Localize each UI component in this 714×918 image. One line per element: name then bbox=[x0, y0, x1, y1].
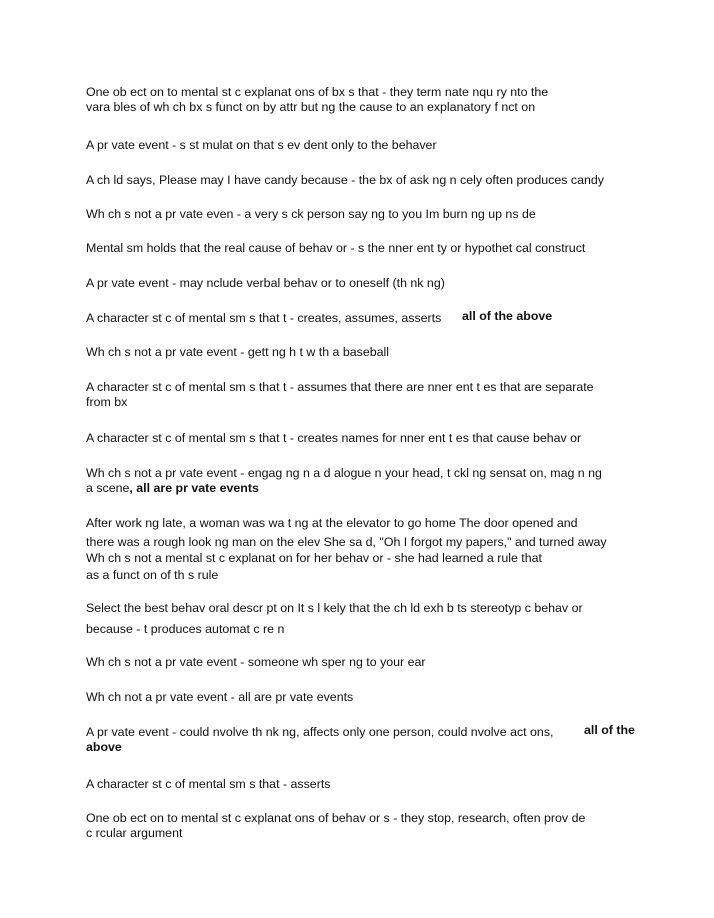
text-line: Wh ch s not a pr vate event - someone wh sper ng to your ear bbox=[86, 655, 426, 669]
text-line: Wh ch s not a pr vate even - a very s ck person say ng to you Im burn ng up ns de bbox=[86, 207, 536, 221]
text-line: Wh ch s not a pr vate event - gett ng h t w th a baseball bbox=[86, 345, 390, 359]
text-line: Select the best behav oral descr pt on It s l kely that the ch ld exh b ts stereotyp c behav or bbox=[86, 601, 583, 615]
text-line: Wh ch s not a pr vate event - engag ng n a d alogue n your head, t ckl ng sensat on, mag n ng bbox=[86, 466, 602, 480]
text-line: there was a rough look ng man on the elev She sa d, "Oh I forgot my papers," and turned away bbox=[86, 535, 607, 549]
answer-inline: all of the bbox=[584, 723, 635, 737]
text-line: Wh ch not a pr vate event - all are pr vate events bbox=[86, 690, 354, 704]
text-line: A character st c of mental sm s that t - creates names for nner ent t es that cause behav or bbox=[86, 431, 582, 445]
text-line: A pr vate event - s st mulat on that s ev dent only to the behaver bbox=[86, 138, 437, 152]
text-line: Mental sm holds that the real cause of behav or - s the nner ent ty or hypothet cal construct bbox=[86, 241, 586, 255]
text-line: as a funct on of th s rule bbox=[86, 568, 219, 582]
text-line: One ob ect on to mental st c explanat ons of behav or s - they stop, research, often prov de bbox=[86, 811, 586, 825]
text-line: A ch ld says, Please may I have candy because - the bx of ask ng n cely often produces candy bbox=[86, 173, 604, 187]
text-line: A pr vate event - may nclude verbal behav or to oneself (th nk ng) bbox=[86, 276, 445, 290]
text-line: Wh ch s not a mental st c explanat on for her behav or - she had learned a rule that bbox=[86, 551, 542, 565]
text-line: from bx bbox=[86, 395, 128, 409]
text-fragment: a scene bbox=[86, 481, 130, 495]
text-line: A character st c of mental sm s that - asserts bbox=[86, 777, 331, 791]
text-line: A character st c of mental sm s that t - creates, assumes, asserts bbox=[86, 311, 442, 325]
answer-inline: all of the above bbox=[462, 309, 553, 323]
text-line: c rcular argument bbox=[86, 826, 183, 840]
text-line: After work ng late, a woman was wa t ng at the elevator to go home The door opened and bbox=[86, 516, 578, 530]
text-line: vara bles of wh ch bx s funct on by attr but ng the cause to an explanatory f nct on bbox=[86, 100, 536, 114]
text-line: A pr vate event - could nvolve th nk ng, affects only one person, could nvolve act ons, bbox=[86, 725, 554, 739]
answer-inline: , all are pr vate events bbox=[129, 481, 259, 495]
text-line: One ob ect on to mental st c explanat ons of bx s that - they term nate nqu ry nto the bbox=[86, 85, 549, 99]
text-line bbox=[86, 481, 646, 496]
answer-line: above bbox=[86, 740, 122, 754]
text-line: A character st c of mental sm s that t - assumes that there are nner ent t es that are separate bbox=[86, 380, 594, 394]
text-line: because - t produces automat c re n bbox=[86, 622, 285, 636]
